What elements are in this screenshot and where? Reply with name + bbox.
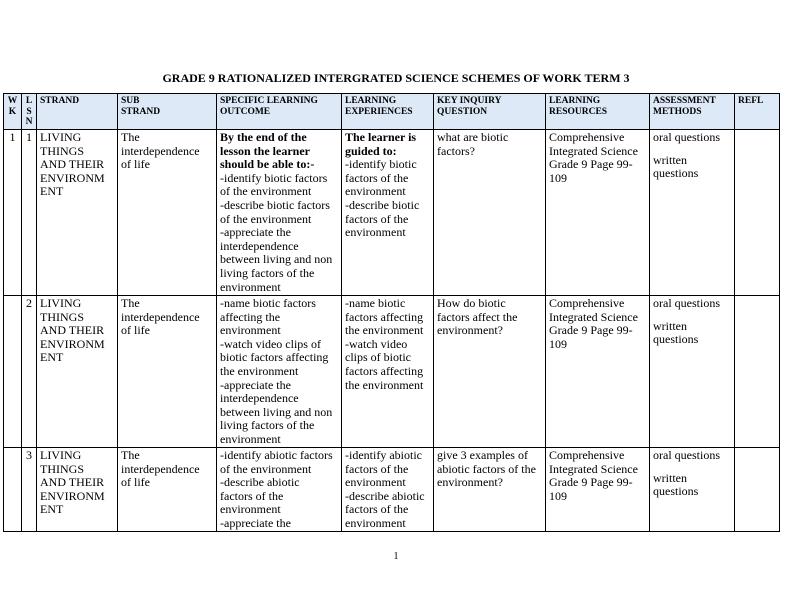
scheme-of-work-table [3,93,780,532]
cell-learning-resources: Comprehensive Integrated Science Grade 9 Page 99- 109 [546,296,650,448]
header-learning-experiences: LEARNING EXPERIENCES [342,94,434,130]
cell-strand: LIVING THINGS AND THEIR ENVIRONM ENT [37,296,118,448]
cell-learning-resources: Comprehensive Integrated Science Grade 9 Page 99- 109 [546,448,650,532]
header-lsn: L S N [22,94,37,130]
table-row [4,130,780,296]
header-learning-resources: LEARNING RESOURCES [546,94,650,130]
cell-key-inquiry-question: what are biotic factors? [434,130,546,296]
document-title: GRADE 9 RATIONALIZED INTERGRATED SCIENCE SCHEMES OF WORK TERM 3 [162,71,630,85]
cell-key-inquiry-question: give 3 examples of abiotic factors of the environment? [434,448,546,532]
cell-lsn: 3 [22,448,37,532]
cell-specific-learning-outcome: -identify abiotic factors of the environment -describe abiotic factors of the environment -appreciate the [217,448,342,532]
header-strand: STRAND [37,94,118,130]
cell-wk [4,296,22,448]
header-key-inquiry-question: KEY INQUIRY QUESTION [434,94,546,130]
cell-key-inquiry-question: How do biotic factors affect the environment? [434,296,546,448]
cell-learning-experiences: -name biotic factors affecting the environment -watch video clips of biotic factors affecting the environment [342,296,434,448]
cell-specific-learning-outcome: -name biotic factors affecting the environment -watch video clips of biotic factors affecting the environment -appreciate the interdependence between living and non living factors of the environment [217,296,342,448]
cell-sub-strand: The interdependence of life [118,296,217,448]
cell-refl [735,130,780,296]
cell-wk [4,448,22,532]
header-specific-learning-outcome: SPECIFIC LEARNING OUTCOME [217,94,342,130]
page-number: 1 [393,551,399,562]
cell-assessment-methods: oral questions written questions [650,448,735,532]
header-refl: REFL [735,94,780,130]
cell-wk: 1 [4,130,22,296]
table-row [4,296,780,448]
table-row [4,448,780,532]
cell-assessment-methods: oral questions written questions [650,130,735,296]
cell-lsn: 2 [22,296,37,448]
header-sub-strand: SUB STRAND [118,94,217,130]
cell-specific-learning-outcome: By the end of the lesson the learner should be able to:- -identify biotic factors of the environment -describe biotic factors of the environment -appreciate the interdependence between living and non living factors of the environment [217,130,342,296]
cell-learning-experiences: The learner is guided to: -identify biotic factors of the environment -describe biotic factors of the environment [342,130,434,296]
cell-learning-experiences: -identify abiotic factors of the environment -describe abiotic factors of the environment [342,448,434,532]
cell-refl [735,296,780,448]
header-assessment-methods: ASSESSMENT METHODS [650,94,735,130]
cell-lsn: 1 [22,130,37,296]
cell-strand: LIVING THINGS AND THEIR ENVIRONM ENT [37,448,118,532]
header-row [4,94,780,130]
cell-refl [735,448,780,532]
cell-sub-strand: The interdependence of life [118,130,217,296]
header-wk: W K [4,94,22,130]
cell-assessment-methods: oral questions written questions [650,296,735,448]
cell-learning-resources: Comprehensive Integrated Science Grade 9 Page 99- 109 [546,130,650,296]
cell-strand: LIVING THINGS AND THEIR ENVIRONM ENT [37,130,118,296]
cell-sub-strand: The interdependence of life [118,448,217,532]
